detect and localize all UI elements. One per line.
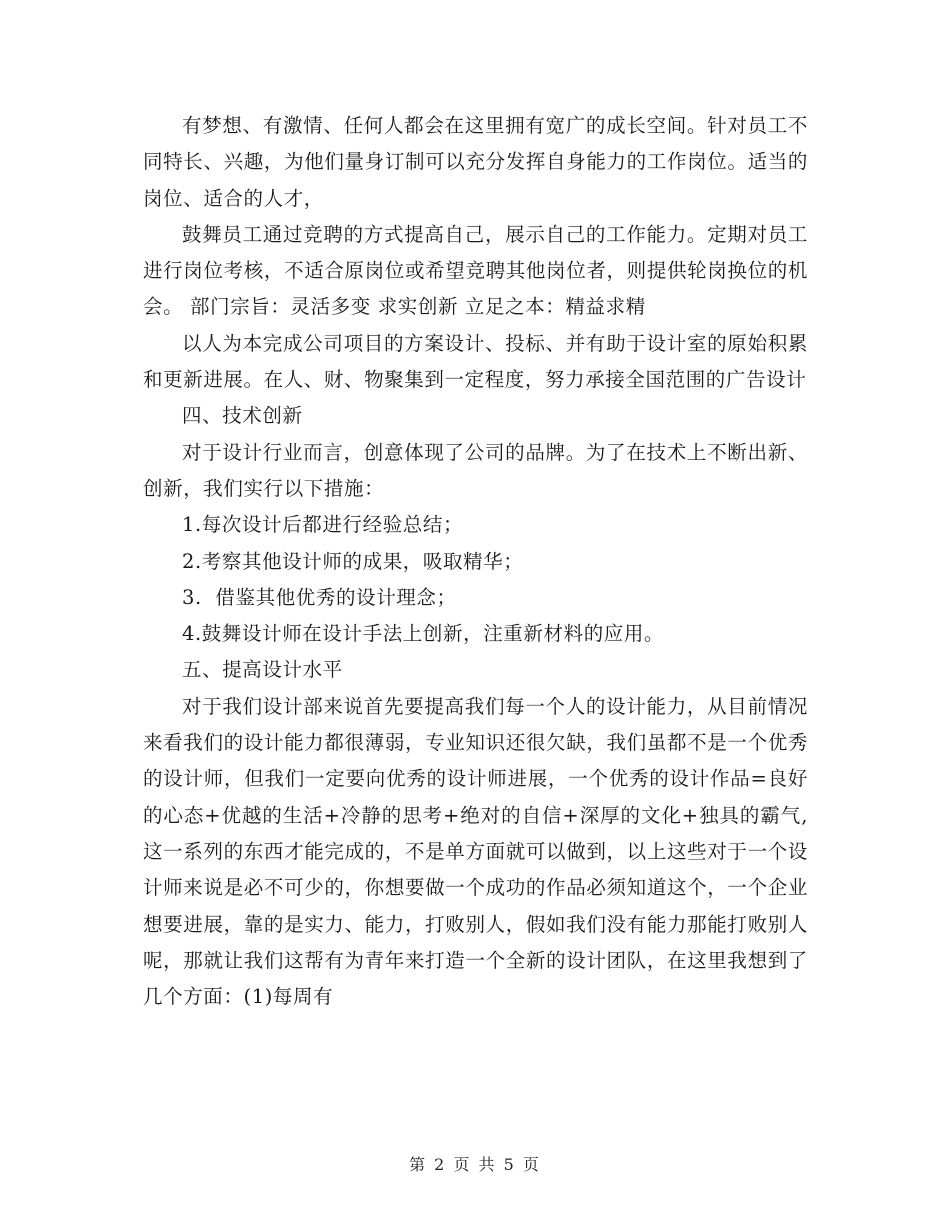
paragraph-innovation-intro: 对于设计行业而言，创意体现了公司的品牌。为了在技术上不断出新、创新，我们实行以下措施： [143,440,808,500]
list-item: 4.鼓舞设计师在设计手法上创新，注重新材料的应用。 [182,622,665,646]
paragraph-talent-growth: 有梦想、有激情、任何人都会在这里拥有宽广的成长空间。针对员工不同特长、兴趣，为他们量身订制可以充分发挥自身能力的工作岗位。适当的岗位、适合的人才， [143,114,808,210]
paragraph-people-oriented: 以人为本完成公司项目的方案设计、投标、并有助于设计室的原始积累和更新进展。在人、财、物聚集到一定程度，努力承接全国范围的广告设计 [143,331,808,392]
page-number-footer: 第 2 页 共 5 页 [409,1155,541,1174]
paragraph-design-ability: 对于我们设计部来说首先要提高我们每一个人的设计能力，从目前情况来看我们的设计能力都很薄弱，专业知识还很欠缺，我们虽都不是一个优秀的设计师，但我们一定要向优秀的设计师进展，一个优秀的设计作品=良好的心态+优越的生活+冷静的思考+绝对的自信+深厚的文化+独具的霸气,这一系列的东西才能完成的，不是单方面就可以做到，以上这些对于一个设计师来说是必不可少的，你想要做一个成功的作品必须知道这个，一个企业想要进展，靠的是实力、能力，打败别人，假如我们没有能力那能打败别人呢，那就让我们这帮有为青年来打造一个全新的设计团队，在这里我想到了几个方面：(1)每周有 [143,694,808,1009]
paragraph-competition: 鼓舞员工通过竞聘的方式提高自己，展示自己的工作能力。定期对员工进行岗位考核，不适合原岗位或希望竞聘其他岗位者，则提供轮岗换位的机会。 部门宗旨：灵活多变 求实创新 立足之本：精益求精 [143,222,808,319]
section-heading-tech-innovation: 四、技术创新 [182,404,303,428]
list-item: 2.考察其他设计师的成果，吸取精华； [182,549,524,573]
document-body [143,108,808,1015]
list-item: 3. 借鉴其他优秀的设计理念； [182,585,457,609]
section-heading-design-level: 五、提高设计水平 [182,658,343,682]
list-item: 1.每次设计后都进行经验总结； [182,513,464,537]
